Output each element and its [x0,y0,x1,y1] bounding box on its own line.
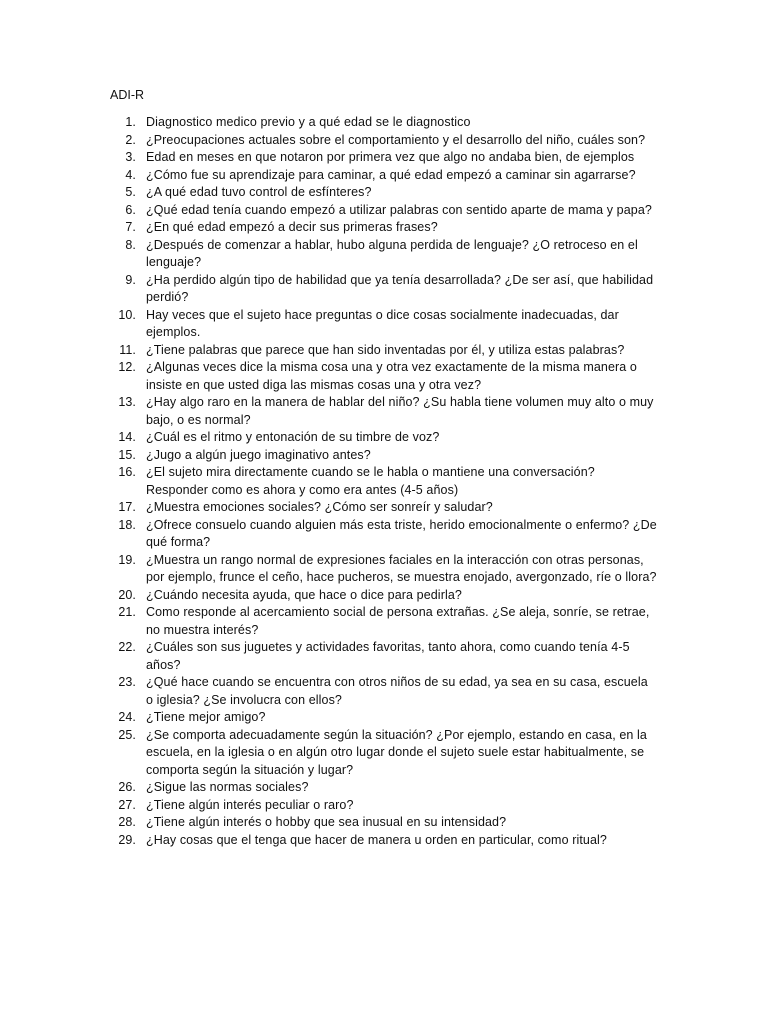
question-item [110,727,658,780]
question-number: 12. [118,360,136,374]
question-item [110,219,658,237]
question-text: ¿Cómo fue su aprendizaje para caminar, a qué edad empezó a caminar sin agarrarse? [146,167,636,182]
question-text: Diagnostico medico previo y a qué edad se le diagnostico [146,115,471,129]
question-item [110,167,658,185]
question-item [110,814,658,832]
question-number: 1. [125,115,136,129]
question-item [110,272,658,307]
question-item [110,499,658,517]
question-number: 19. [118,552,136,567]
question-text: ¿En qué edad empezó a decir sus primeras frases? [146,220,438,234]
question-number: 21. [118,605,136,619]
question-number: 2. [125,132,136,147]
question-number: 26. [118,780,136,794]
question-text: ¿Hay cosas que el tenga que hacer de manera u orden en particular, como ritual? [146,832,607,847]
question-number: 8. [125,237,136,252]
question-text: ¿Hay algo raro en la manera de hablar del niño? ¿Su habla tiene volumen muy alto o muy bajo, o es normal? [146,395,654,427]
question-item [110,132,658,150]
question-item [110,359,658,394]
question-item [110,342,658,360]
question-number: 24. [118,710,136,724]
question-list [110,114,658,849]
question-number: 16. [118,465,136,479]
question-text: ¿Tiene palabras que parece que han sido inventadas por él, y utiliza estas palabras? [146,342,625,357]
question-number: 4. [125,167,136,182]
question-number: 5. [125,185,136,199]
question-text: ¿Sigue las normas sociales? [146,780,309,794]
question-number: 15. [118,447,136,462]
question-text: ¿El sujeto mira directamente cuando se le habla o mantiene una conversación? Responder como es ahora y como era antes (4-5 años) [146,465,595,497]
question-item [110,639,658,674]
question-number: 13. [118,395,136,409]
question-text: Edad en meses en que notaron por primera vez que algo no andaba bien, de ejemplos [146,150,635,164]
question-text: ¿Cuál es el ritmo y entonación de su timbre de voz? [146,430,440,444]
question-text: Hay veces que el sujeto hace preguntas o dice cosas socialmente inadecuadas, dar ejemplos. [146,307,619,339]
question-text: ¿Cuáles son sus juguetes y actividades favoritas, tanto ahora, como cuando tenía 4-5 años? [146,640,630,672]
question-number: 11. [119,342,136,357]
question-item [110,429,658,447]
question-item [110,552,658,587]
question-text: ¿Muestra emociones sociales? ¿Cómo ser sonreír y saludar? [146,500,493,514]
question-item [110,114,658,132]
question-item [110,517,658,552]
question-number: 14. [118,430,136,444]
question-number: 25. [118,727,136,742]
question-number: 10. [118,307,136,322]
question-number: 22. [118,640,136,654]
question-item [110,779,658,797]
question-text: ¿Ofrece consuelo cuando alguien más esta triste, herido emocionalmente o enfermo? ¿De qué forma? [146,517,657,549]
question-item [110,832,658,850]
question-item [110,307,658,342]
question-item [110,447,658,465]
question-text: ¿Algunas veces dice la misma cosa una y otra vez exactamente de la misma manera o insiste en que usted diga las mismas cosas una y otra vez? [146,360,637,392]
question-item [110,237,658,272]
question-text: ¿Se comporta adecuadamente según la situación? ¿Por ejemplo, estando en casa, en la escuela, en la iglesia o en algún otro lugar donde el sujeto suele estar habitualmente, se comporta según la situación y lugar? [146,727,647,777]
question-item [110,202,658,220]
question-item [110,184,658,202]
question-text: ¿Tiene mejor amigo? [146,710,266,724]
question-text: ¿Cuándo necesita ayuda, que hace o dice para pedirla? [146,587,462,602]
document-title: ADI-R [110,88,145,102]
question-text: ¿Tiene algún interés peculiar o raro? [146,797,354,812]
question-item [110,394,658,429]
question-text: Como responde al acercamiento social de persona extrañas. ¿Se aleja, sonríe, se retrae, no muestra interés? [146,605,650,637]
question-item [110,674,658,709]
question-item [110,149,658,167]
question-text: ¿Qué edad tenía cuando empezó a utilizar palabras con sentido aparte de mama y papa? [146,202,652,217]
question-item [110,464,658,499]
question-text: ¿Muestra un rango normal de expresiones faciales en la interacción con otras personas, por ejemplo, frunce el ceño, hace pucheros, se muestra enojado, avergonzado, ríe o llora? [146,552,657,584]
question-text: ¿Jugo a algún juego imaginativo antes? [146,447,371,462]
question-text: ¿Después de comenzar a hablar, hubo alguna perdida de lenguaje? ¿O retroceso en el lenguaje? [146,237,638,269]
question-text: ¿A qué edad tuvo control de esfínteres? [146,185,372,199]
question-number: 20. [118,587,136,602]
question-item [110,604,658,639]
question-number: 27. [118,797,136,812]
question-number: 3. [125,150,136,164]
question-number: 29. [118,832,136,847]
question-number: 17. [118,500,136,514]
question-number: 18. [118,517,136,532]
question-number: 6. [125,202,136,217]
question-text: ¿Qué hace cuando se encuentra con otros niños de su edad, ya sea en su casa, escuela o iglesia? ¿Se involucra con ellos? [146,675,648,707]
question-text: ¿Tiene algún interés o hobby que sea inusual en su intensidad? [146,815,507,829]
question-item [110,797,658,815]
question-text: ¿Preocupaciones actuales sobre el comportamiento y el desarrollo del niño, cuáles son? [146,132,646,147]
question-number: 9. [125,272,136,287]
question-item [110,587,658,605]
question-text: ¿Ha perdido algún tipo de habilidad que ya tenía desarrollada? ¿De ser así, que habilidad perdió? [146,272,654,304]
question-number: 23. [118,675,136,689]
question-number: 28. [118,815,136,829]
question-number: 7. [125,220,136,234]
question-item [110,709,658,727]
